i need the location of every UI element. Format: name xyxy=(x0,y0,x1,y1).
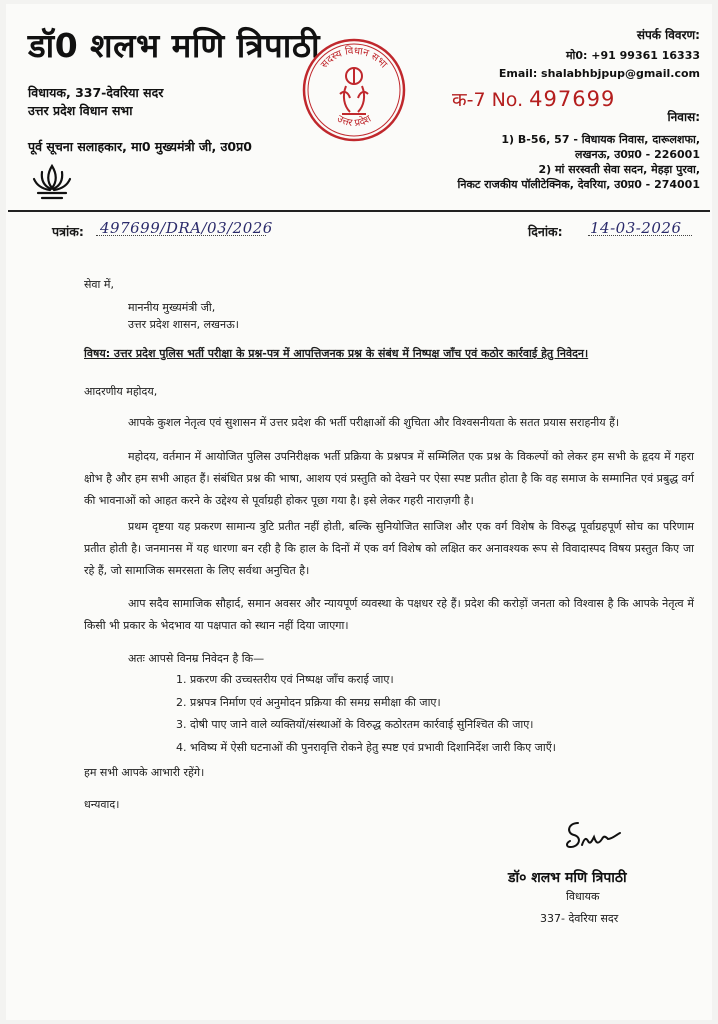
closing-line: धन्यवाद। xyxy=(84,798,120,811)
list-item: 1. प्रकरण की उच्चस्तरीय एवं निष्पक्ष जाँच कराई जाए। xyxy=(176,673,394,686)
signatory-constituency: 337- देवरिया सदर xyxy=(540,912,619,925)
svg-text:उत्तर प्रदेश xyxy=(335,113,373,129)
thanks-line: हम सभी आपके आभारी रहेंगे। xyxy=(84,766,205,779)
serial-value: 497699 xyxy=(529,87,616,111)
seal-top-text: सदस्य विधान सभा xyxy=(319,45,389,71)
address-line: लखनऊ, उ0प्र0 - 226001 xyxy=(575,148,700,161)
residence-heading: निवास: xyxy=(667,110,700,124)
letterhead-advisor: पूर्व सूचना सलाहकार, मा0 मुख्यमंत्री जी, उ0प्र0 xyxy=(28,139,252,154)
signatory-designation: विधायक xyxy=(566,890,600,903)
list-item: 2. प्रश्नपत्र निर्माण एवं अनुमोदन प्रक्रिया की समग्र समीक्षा की जाए। xyxy=(176,695,441,709)
letterhead-assembly: उत्तर प्रदेश विधान सभा xyxy=(28,103,133,118)
mobile-number: मो0: +91 99361 16333 xyxy=(565,49,700,62)
serial-number xyxy=(452,86,615,112)
addressee-line: माननीय मुख्यमंत्री जी, xyxy=(128,301,216,314)
lotus-logo-icon xyxy=(30,160,74,204)
address-line: निकट राजकीय पॉलीटेक्निक, देवरिया, उ0प्र0 - 274001 xyxy=(457,178,700,191)
request-intro: अतः आपसे विनम्र निवेदन है कि— xyxy=(128,652,265,665)
date-label: दिनांक: xyxy=(528,224,563,239)
reference-dotted-line xyxy=(96,235,266,236)
serial-prefix: क-7 No. xyxy=(452,89,524,111)
date-value: 14-03-2026 xyxy=(590,219,682,237)
letterhead-divider xyxy=(8,210,710,212)
subject-line: विषय: उत्तर प्रदेश पुलिस भर्ती परीक्षा के प्रश्न-पत्र में आपत्तिजनक प्रश्न के संबंध में निष्पक्ष जाँच एवं कठोर कार्रवाई हेतु निवेदन। xyxy=(84,347,589,360)
letterhead-name: डॉ0 शलभ मणि त्रिपाठी xyxy=(28,26,321,65)
body-paragraph: आप सदैव सामाजिक सौहार्द, समान अवसर और न्यायपूर्ण व्यवस्था के पक्षधर रहे हैं। प्रदेश की करोड़ों जनता को विश्वास है कि आपके नेतृत्व में किसी भी प्रकार के भेदभाव या पक्षपात को स्थान नहीं दिया जाएगा। xyxy=(84,597,694,632)
svg-text:सदस्य विधान सभा xyxy=(319,45,389,71)
reference-value: 497699/DRA/03/2026 xyxy=(100,219,273,237)
list-item: 3. दोषी पाए जाने वाले व्यक्तियों/संस्थाओं के विरुद्ध कठोरतम कार्रवाई सुनिश्चित की जाए। xyxy=(176,718,534,731)
addressee-line: सेवा में, xyxy=(84,278,114,291)
body-paragraph: प्रथम दृष्टया यह प्रकरण सामान्य त्रुटि प्रतीत नहीं होती, बल्कि सुनियोजित साजिश और एक वर्ग विशेष के विरुद्ध पूर्वाग्रहपूर्ण सोच का परिणाम प्रतीत होती है। जनमानस में यह धारणा बन रही है कि हाल के दिनों में एक वर्ग विशेष को लक्षित कर अनावश्यक रूप से विवादास्पद विषय प्रस्तुत किए जा रहे हैं, जो सामाजिक समरसता के लिए सर्वथा अनुचित है। xyxy=(84,520,694,577)
address-line: 1) B-56, 57 - विधायक निवास, दारूलशफा, xyxy=(501,133,700,146)
request-list xyxy=(176,669,556,759)
ashoka-seal-icon xyxy=(300,36,408,144)
reference-label: पत्रांक: xyxy=(52,224,84,239)
email-address: Email: shalabhbjpup@gmail.com xyxy=(498,67,700,80)
signature-icon xyxy=(560,815,630,861)
date-dotted-line xyxy=(588,235,692,236)
contact-heading: संपर्क विवरण: xyxy=(636,28,700,42)
address-line: 2) मां सरस्वती सेवा सदन, मेहड़ा पुरवा, xyxy=(538,163,700,176)
body-paragraph: आपके कुशल नेतृत्व एवं सुशासन में उत्तर प्रदेश की भर्ती परीक्षाओं की शुचिता और विश्वसनीयता के सतत प्रयास सराहनीय हैं। xyxy=(128,416,620,429)
seal-bottom-text: उत्तर प्रदेश xyxy=(334,113,374,130)
addressee-line: उत्तर प्रदेश शासन, लखनऊ। xyxy=(128,318,239,331)
body-paragraph: महोदय, वर्तमान में आयोजित पुलिस उपनिरीक्षक भर्ती प्रक्रिया के प्रश्नपत्र में सम्मिलित एक प्रश्न के विकल्पों को लेकर हम सभी के हृदय में गहरा क्षोभ है और हम सभी आहत हैं। संबंधित प्रश्न की भाषा, आशय एवं प्रस्तुति को देखने पर ऐसा स्पष्ट प्रतीत होता है कि वह समाज के सम्मानित एवं प्रबुद्ध वर्ग की भावनाओं को आहत करने के उद्देश्य से पूर्वाग्रही होकर पूछा गया है। इसे लेकर गहरी नाराज़गी है। xyxy=(84,450,694,507)
letterhead-designation: विधायक, 337-देवरिया सदर xyxy=(28,85,164,100)
signatory-name: डॉ० शलभ मणि त्रिपाठी xyxy=(508,870,627,886)
address-block xyxy=(360,132,700,192)
list-item: 4. भविष्य में ऐसी घटनाओं की पुनरावृत्ति रोकने हेतु स्पष्ट एवं प्रभावी दिशानिर्देश जारी किए जाएँ। xyxy=(176,740,556,754)
salutation: आदरणीय महोदय, xyxy=(84,385,158,398)
